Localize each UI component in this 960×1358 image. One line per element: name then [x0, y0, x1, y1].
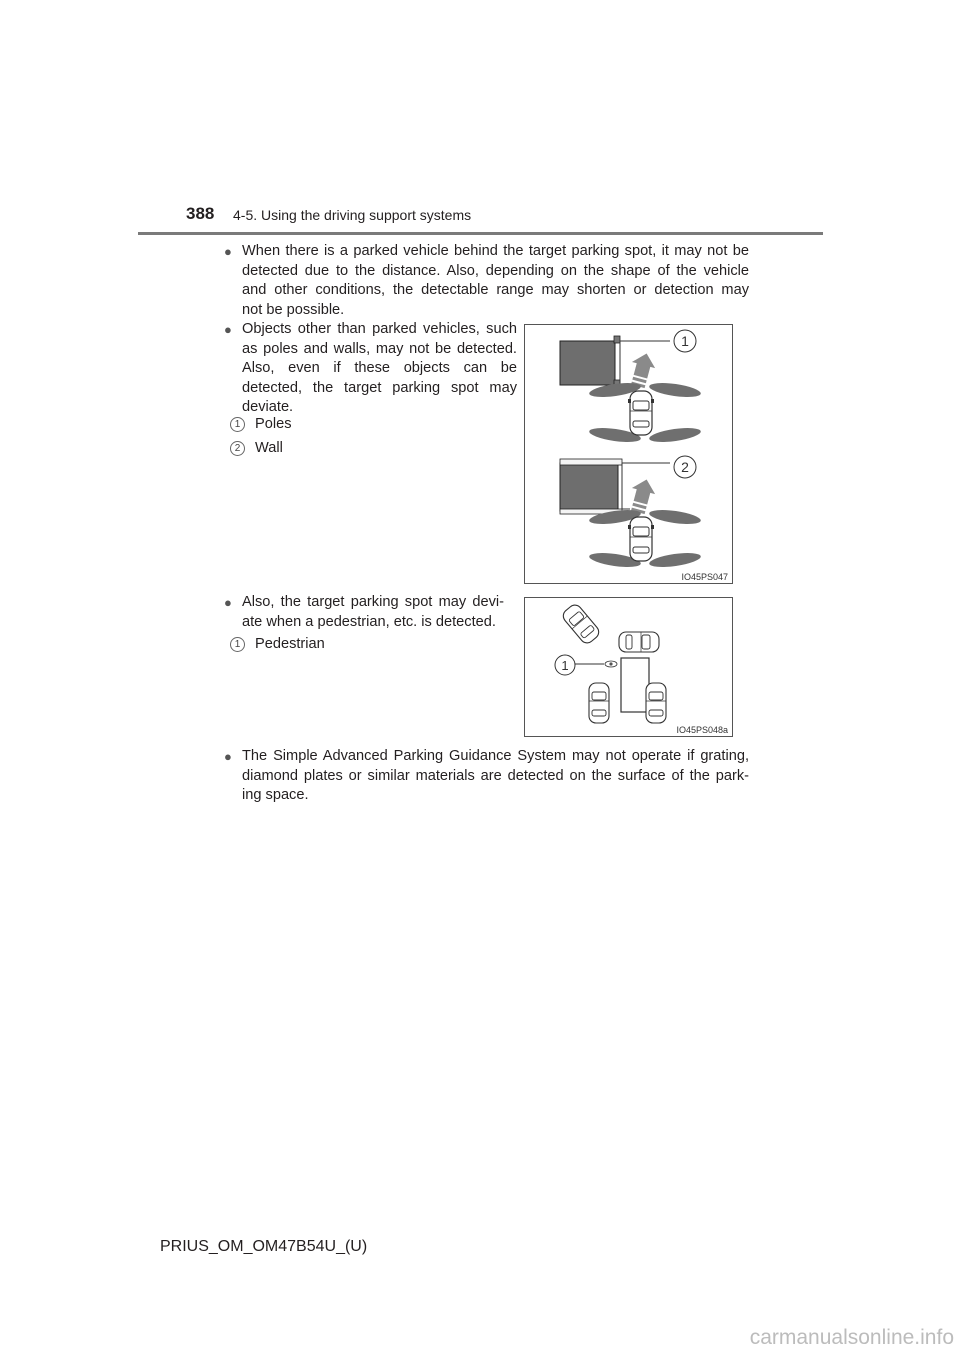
header-divider [138, 232, 823, 235]
page-number: 388 [186, 204, 215, 223]
section-title: 4-5. Using the driving support systems [233, 207, 472, 223]
watermark: carmanualsonline.info [749, 1326, 954, 1349]
bullet-dot-icon: ● [224, 322, 232, 337]
bullet-paragraph-1 [224, 242, 749, 320]
bullet-text: Objects other than parked vehicles, such as poles and walls, may not be detected. Also, even if these objects can be detected, the target parking spot may deviate. [242, 321, 517, 415]
bullet-dot-icon: ● [224, 244, 232, 259]
bullet-paragraph-2 [224, 320, 517, 418]
callout-number: 1 [230, 637, 245, 652]
svg-text:1: 1 [681, 333, 689, 349]
bullet-paragraph-3 [224, 593, 504, 632]
callout-label: Wall [255, 440, 283, 456]
bullet-text: When there is a parked vehicle behind the target parking spot, it may not be detected due to the distance. Also, depending on the shape of the vehicle and other conditions, the detectable range may shorten or detection may not be possible. [242, 243, 749, 318]
callout-number: 1 [230, 417, 245, 432]
figure-code: IO45PS048a [676, 725, 728, 735]
document-footer-code: PRIUS_OM_OM47B54U_(U) [160, 1238, 368, 1255]
callout-number: 2 [230, 441, 245, 456]
figure-code: IO45PS047 [681, 572, 728, 582]
svg-text:2: 2 [681, 459, 689, 475]
callout-label: Pedestrian [255, 636, 325, 652]
svg-text:1: 1 [561, 658, 569, 673]
figure-pedestrian [524, 597, 733, 737]
callout-label: Poles [255, 416, 292, 432]
bullet-text: Also, the target parking spot may devi- ate when a pedestrian, etc. is detected. [242, 594, 504, 630]
bullet-text: The Simple Advanced Parking Guidance System may not operate if grating, diamond plates or similar materials are detected on the surface of the park- ing space. [242, 748, 749, 803]
bullet-dot-icon: ● [224, 595, 232, 610]
figure-poles-wall-illustration [525, 325, 732, 583]
bullet-dot-icon: ● [224, 749, 232, 764]
figure-pedestrian-illustration [525, 598, 732, 736]
figure-poles-wall [524, 324, 733, 584]
bullet-paragraph-4 [224, 747, 749, 806]
